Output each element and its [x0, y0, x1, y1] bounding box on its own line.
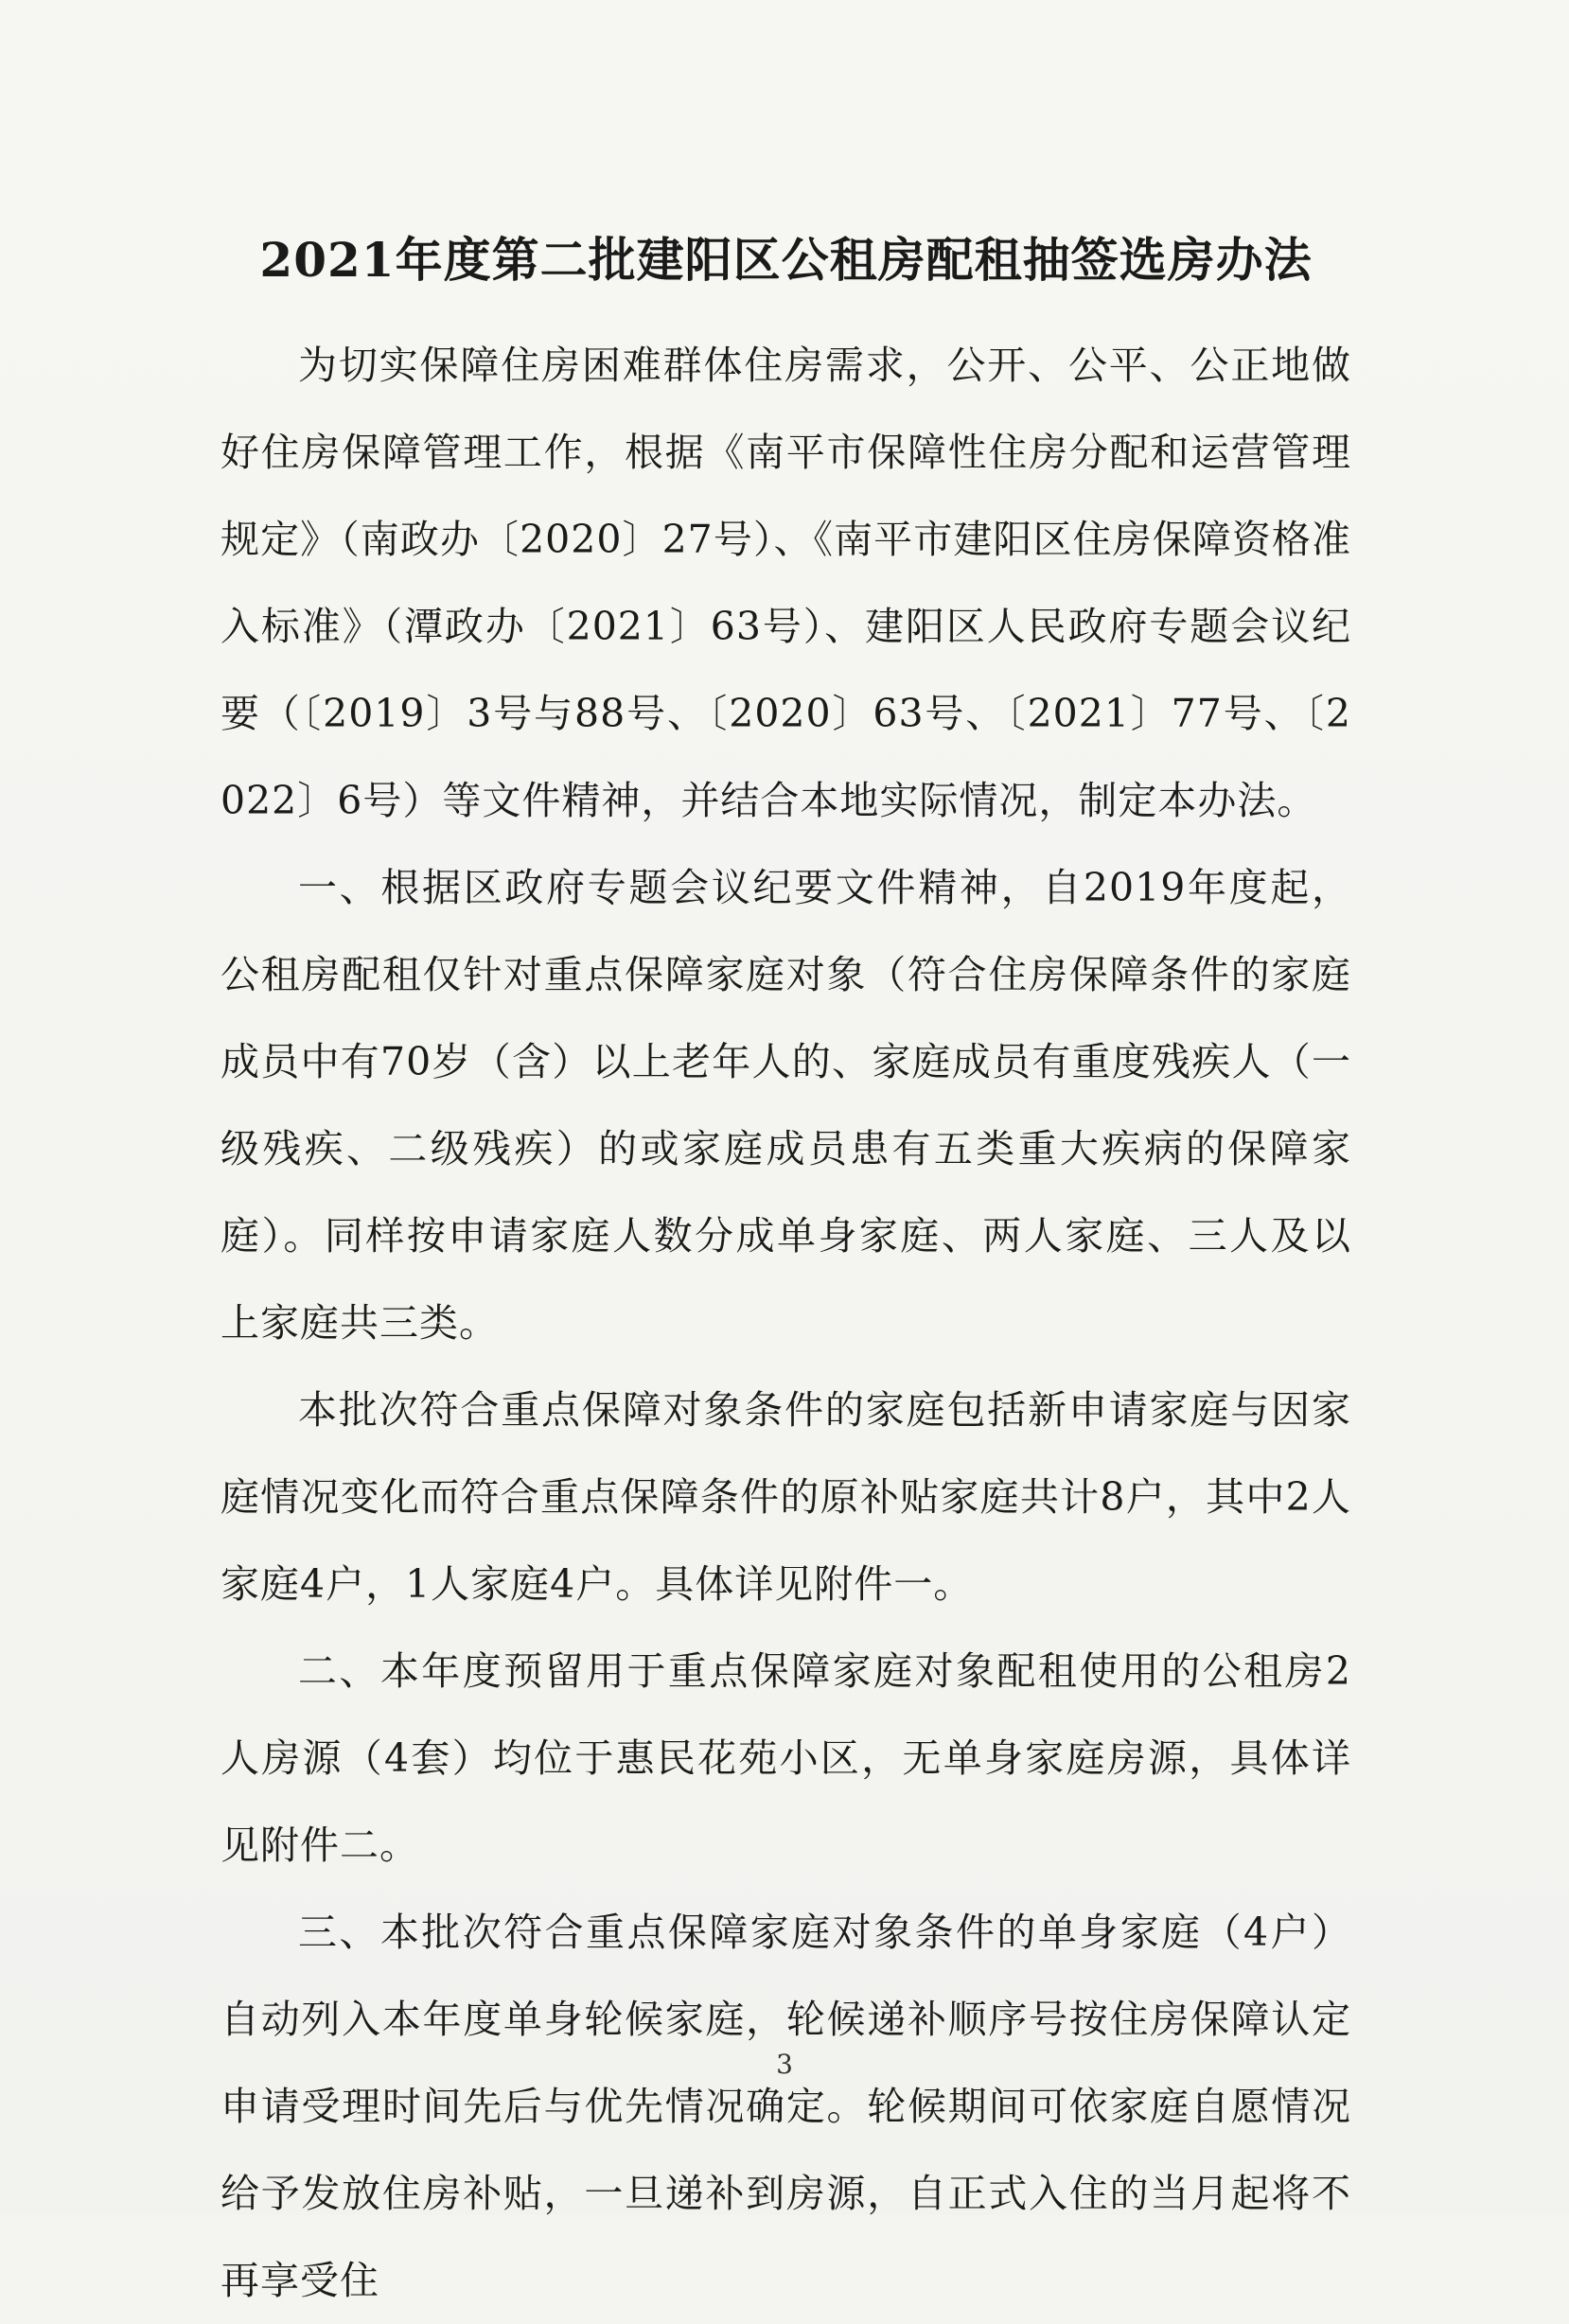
document-title: 2021年度第二批建阳区公租房配租抽签选房办法 — [259, 232, 1313, 288]
paragraph-section-1-detail: 本批次符合重点保障对象条件的家庭包括新申请家庭与因家庭情况变化而符合重点保障条件的原补贴家庭共计8户，其中2人家庭4户，1人家庭4户。具体详见附件一。 — [220, 1387, 1351, 1607]
paragraph-section-2: 二、本年度预留用于重点保障家庭对象配租使用的公租房2人房源（4套）均位于惠民花苑小区，无单身家庭房源，具体详见附件二。 — [220, 1648, 1351, 1868]
paragraph-section-1: 一、根据区政府专题会议纪要文件精神，自2019年度起，公租房配租仅针对重点保障家庭对象（符合住房保障条件的家庭成员中有70岁（含）以上老年人的、家庭成员有重度残疾人（一级残疾、二级残疾）的或家庭成员患有五类重大疾病的保障家庭）。同样按申请家庭人数分成单身家庭、两人家庭、三人及以上家庭共三类。 — [220, 865, 1351, 1346]
document-body — [220, 227, 1351, 2324]
paragraph-section-3: 三、本批次符合重点保障家庭对象条件的单身家庭（4户）自动列入本年度单身轮候家庭，轮候递补顺序号按住房保障认定申请受理时间先后与优先情况确定。轮候期间可依家庭自愿情况给予发放住房补贴，一旦递补到房源，自正式入住的当月起将不再享受住 — [220, 1910, 1351, 2303]
paragraph-intro: 为切实保障住房困难群体住房需求，公开、公平、公正地做好住房保障管理工作，根据《南平市保障性住房分配和运营管理规定》（南政办〔2020〕27号）、《南平市建阳区住房保障资格准入标准》（潭政办〔2021〕63号）、建阳区人民政府专题会议纪要（〔2019〕3号与88号、〔2020〕63号、〔2021〕77号、〔2022〕6号）等文件精神，并结合本地实际情况，制定本办法。 — [220, 343, 1351, 823]
page-number: 3 — [776, 2049, 793, 2080]
